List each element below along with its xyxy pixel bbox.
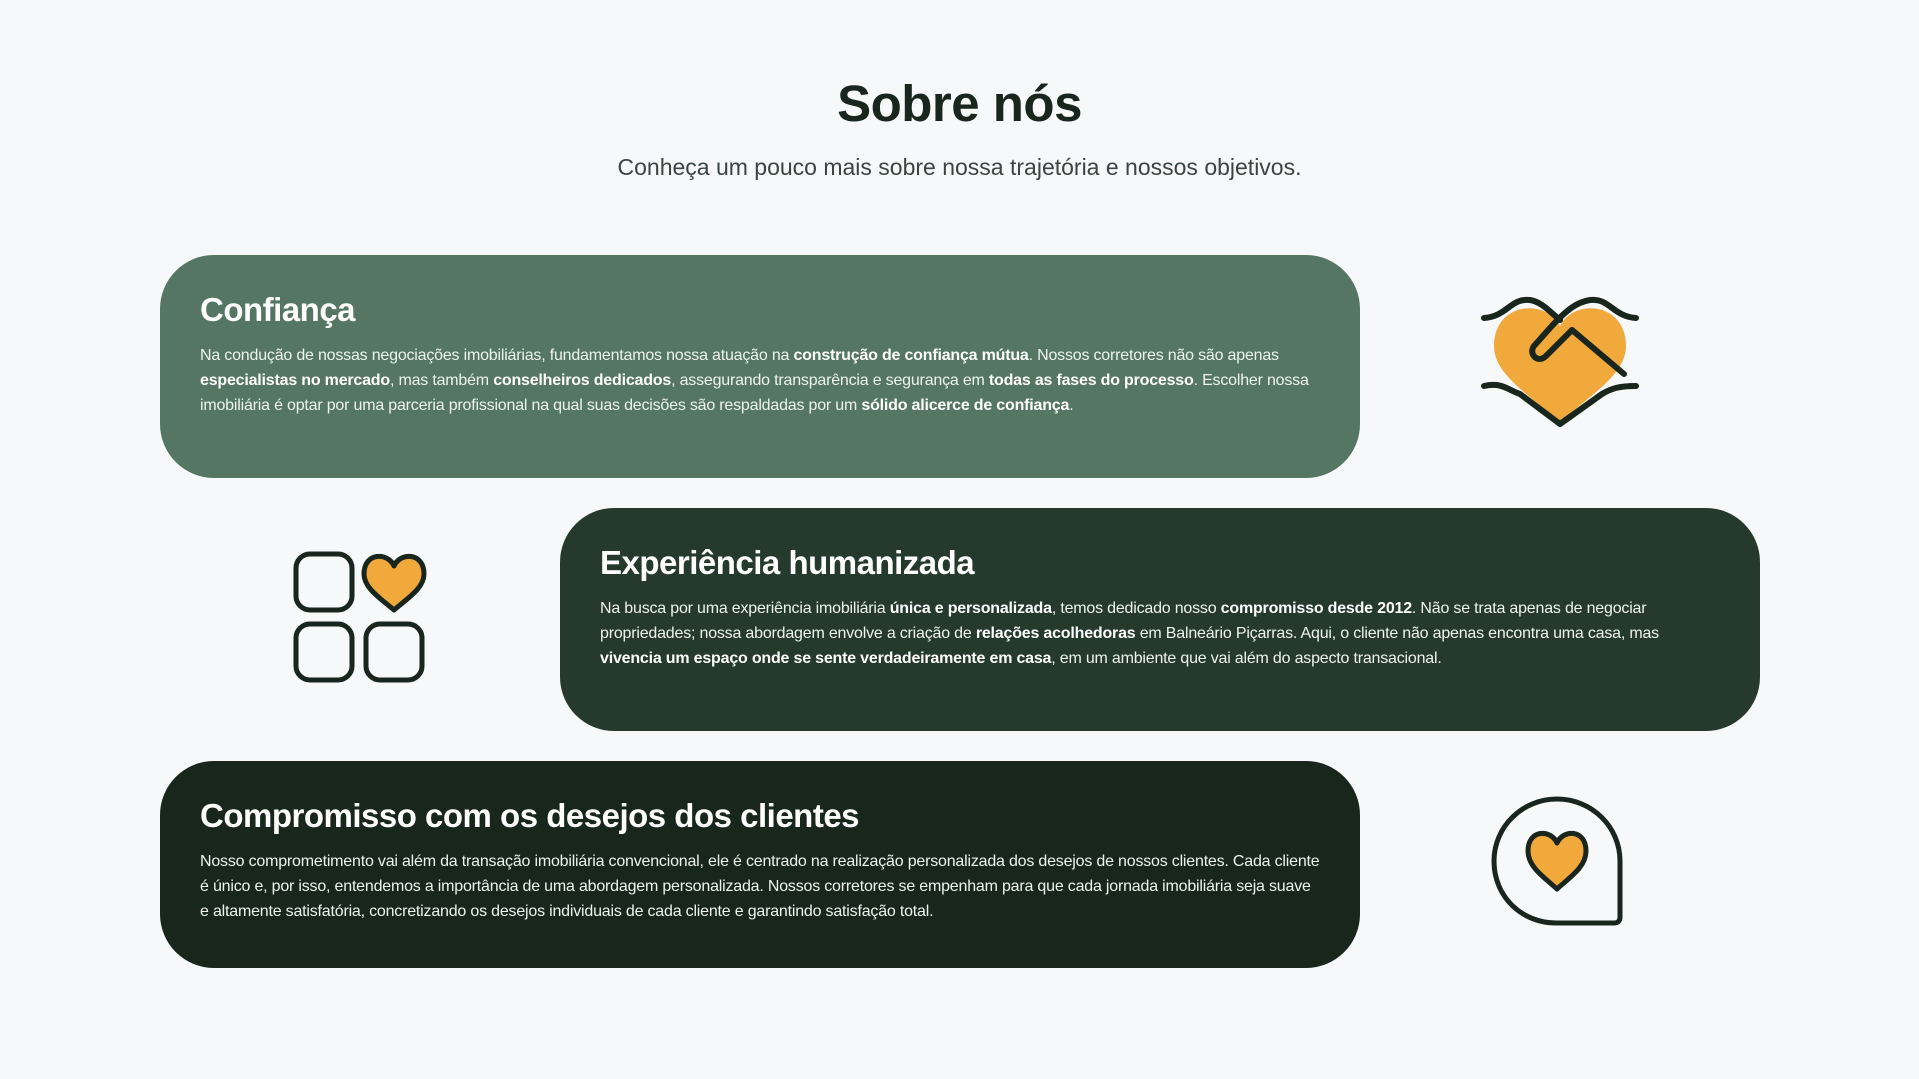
- chat-heart-icon: [1490, 795, 1625, 930]
- page-title: Sobre nós: [837, 75, 1082, 132]
- card-title: Compromisso com os desejos dos clientes: [200, 797, 860, 834]
- card-title: Confiança: [200, 291, 356, 328]
- page-subtitle: Conheça um pouco mais sobre nossa trajetória e nossos objetivos.: [617, 154, 1302, 180]
- card-experiencia-humanizada: [560, 508, 1760, 731]
- card-compromisso: [160, 761, 1360, 968]
- card-text: Na condução de nossas negociações imobiliárias, fundamentamos nossa atuação na construção de confiança mútua. Nossos corretores não são apenas especialistas no mercado, mas também conselheiros dedicados, assegurando transparência e segurança em todas as fases do processo. Escolher nossa imobiliária é optar por uma parceria profissional na qual suas decisões são respaldadas por um sólido alicerce de confiança.: [200, 346, 1309, 414]
- card-text: Na busca por uma experiência imobiliária única e personalizada, temos dedicado nosso compromisso desde 2012. Não se trata apenas de negociar propriedades; nossa abordagem envolve a criação de relações acolhedoras em Balneário Piçarras. Aqui, o cliente não apenas encontra uma casa, mas vivencia um espaço onde se sente verdadeiramente em casa, em um ambiente que vai além do aspecto transacional.: [600, 599, 1659, 667]
- card-title: Experiência humanizada: [600, 544, 975, 581]
- handshake-heart-icon: [1480, 290, 1640, 430]
- card-confianca: [160, 255, 1360, 478]
- card-text: Nosso comprometimento vai além da transação imobiliária convencional, ele é centrado na realização personalizada dos desejos de nossos clientes. Cada cliente é único e, por isso, entendemos a importância de uma abordagem personalizada. Nossos corretores se empenham para que cada jornada imobiliária seja suave e altamente satisfatória, concretizando os desejos individuais de cada cliente e garantindo satisfação total.: [200, 852, 1320, 920]
- apps-heart-icon: [292, 550, 428, 686]
